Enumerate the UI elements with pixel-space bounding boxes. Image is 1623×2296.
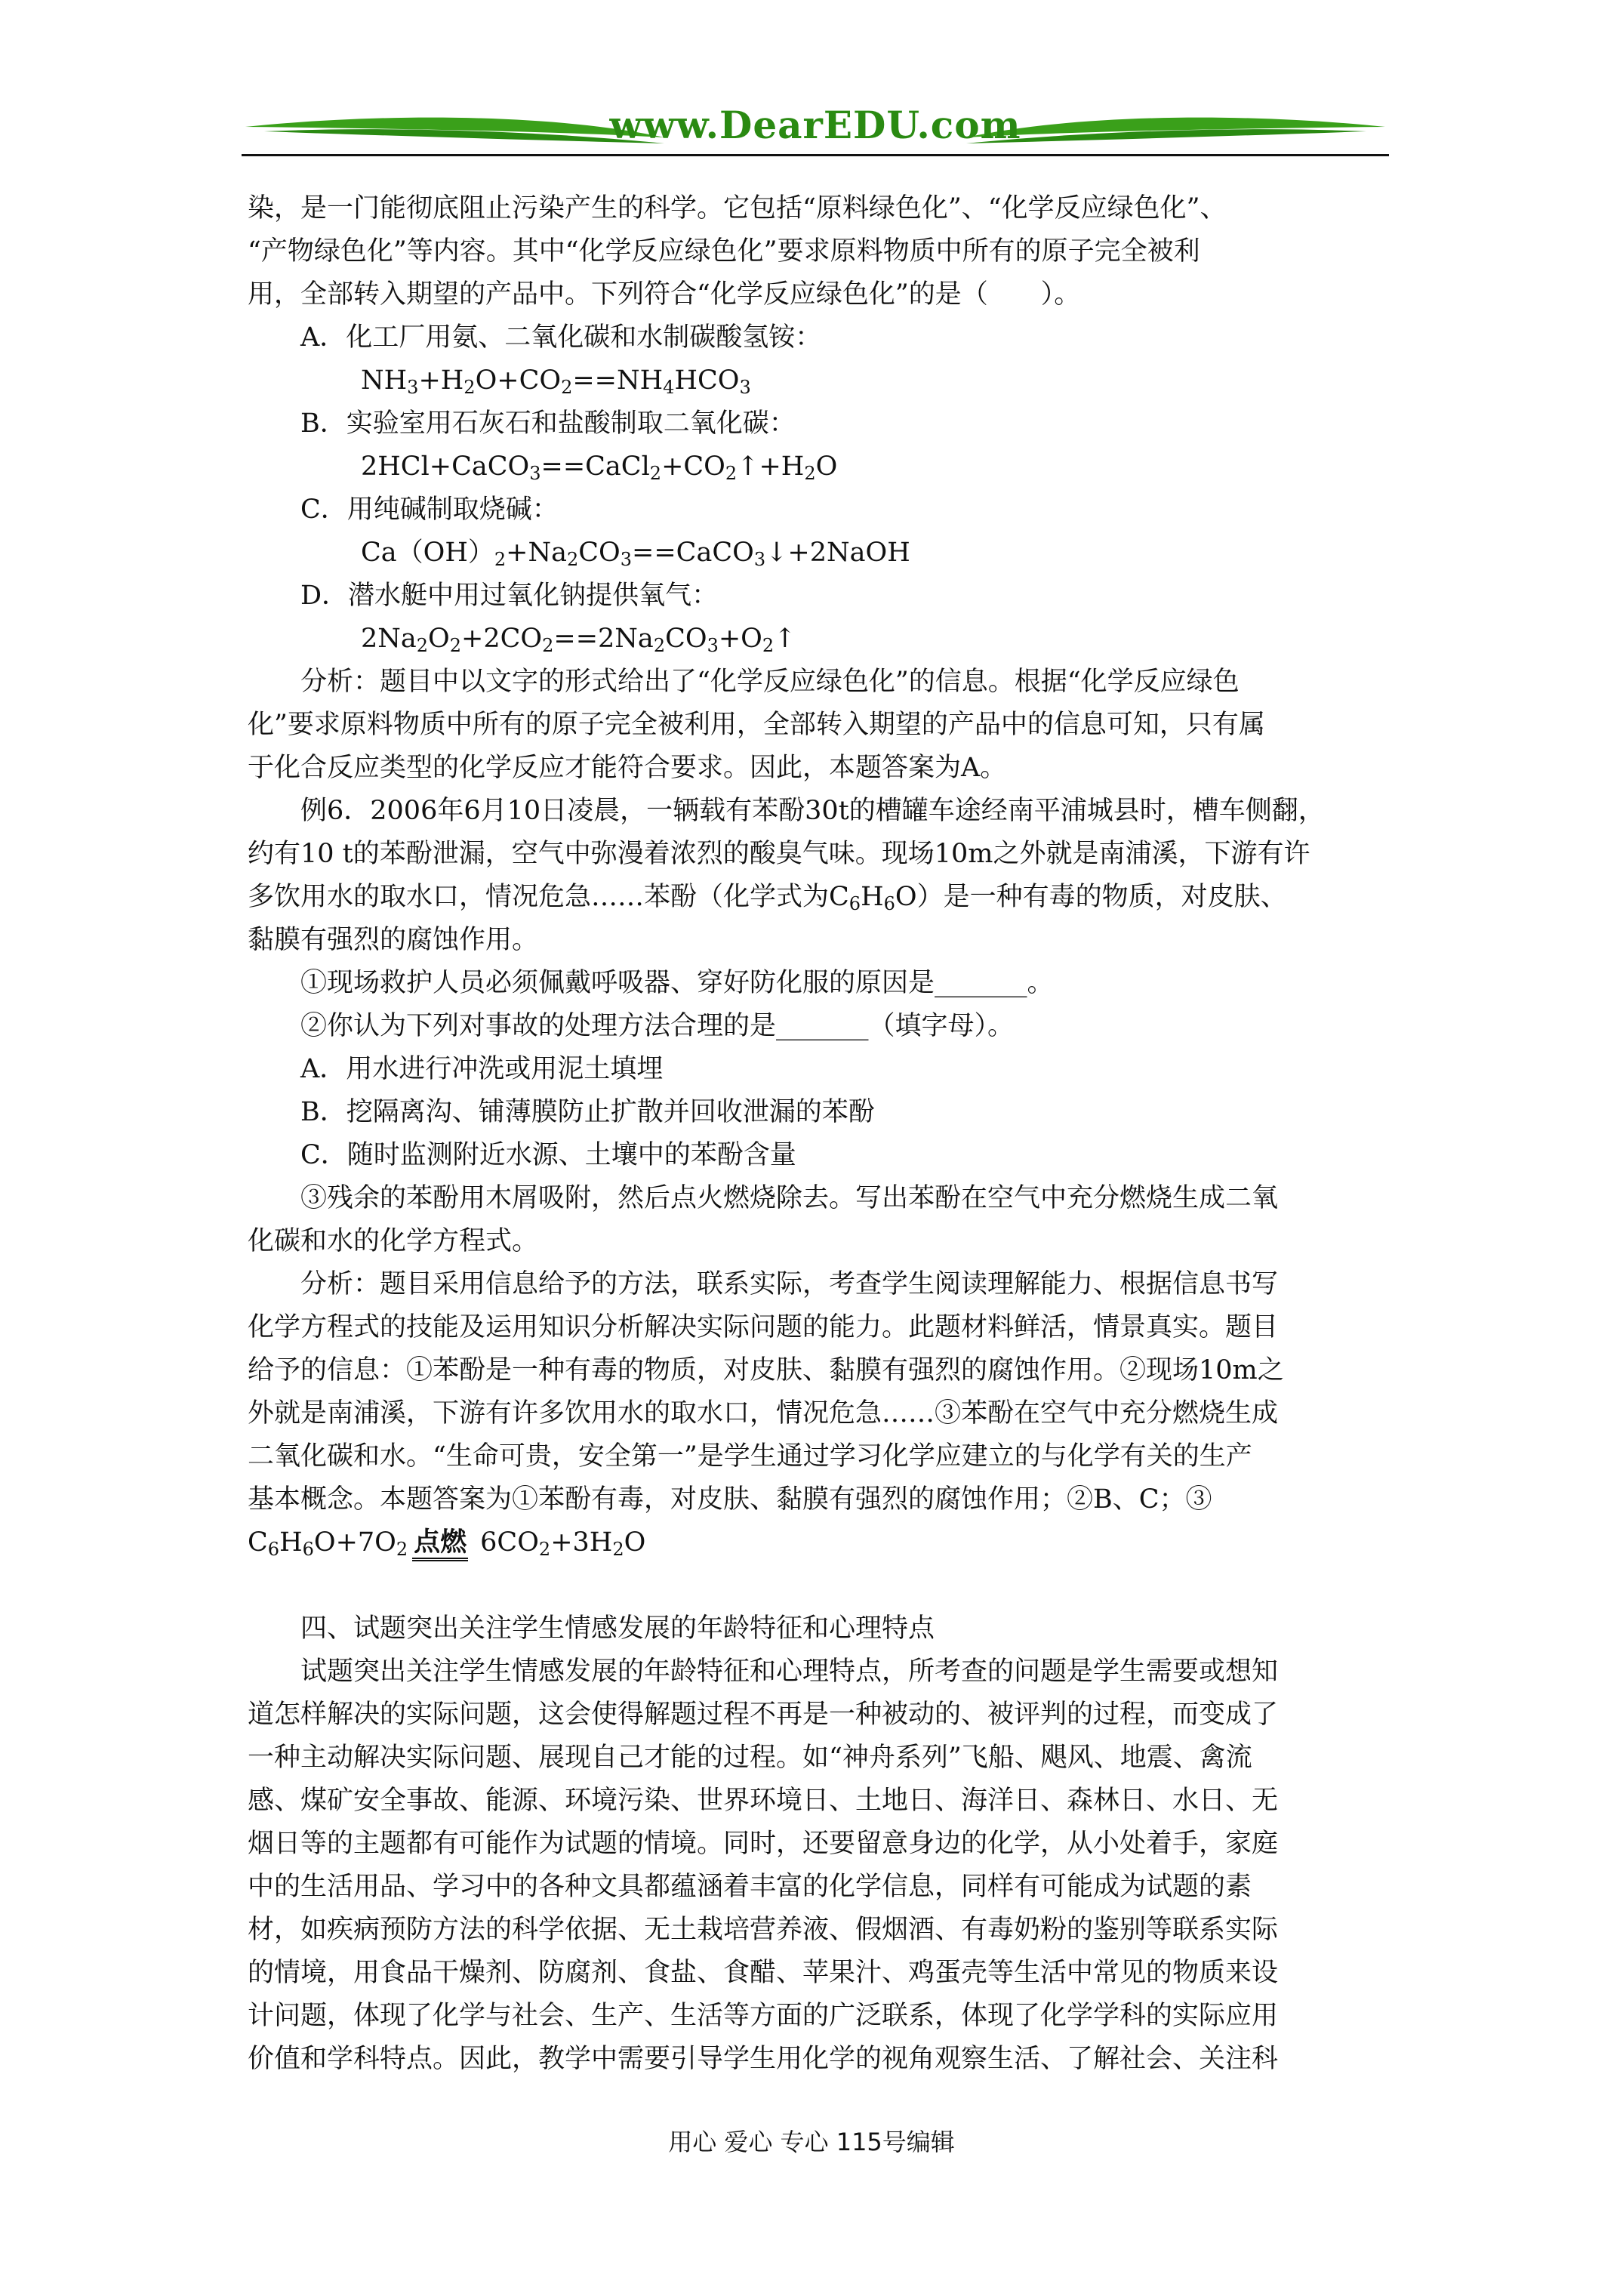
text-run: ↓+2NaOH (765, 538, 910, 568)
text-line (248, 833, 1380, 876)
text-run: “产物绿色化”等内容。其中“化学反应绿色化”要求原料物质中所有的原子完全被利 (248, 236, 1200, 267)
text-line (248, 1866, 1380, 1909)
subscript: 6 (883, 893, 895, 914)
text-run: O (428, 624, 450, 654)
text-run: ==2Na (553, 624, 654, 654)
text-run: +3H (550, 1527, 613, 1558)
subscript: 2 (463, 377, 476, 398)
subscript: 2 (762, 635, 775, 656)
text-line (248, 1693, 1380, 1737)
text-line (248, 704, 1380, 747)
subscript: 4 (663, 377, 675, 398)
text-run: 道怎样解决的实际问题，这会使得解题过程不再是一种被动的、被评判的过程，而变成了 (248, 1700, 1279, 1730)
text-run: 多饮用水的取水口，情况危急……苯酚（化学式为C (248, 882, 849, 912)
subscript: 2 (494, 549, 507, 570)
text-run: 材，如疾病预防方法的科学依据、无土栽培营养液、假烟酒、有毒奶粉的鉴别等联系实际 (248, 1915, 1279, 1945)
text-line (248, 445, 1380, 488)
text-line (248, 661, 1380, 704)
subscript: 6 (848, 893, 861, 914)
subscript: 3 (407, 377, 419, 398)
text-line (248, 1521, 1380, 1564)
text-line (248, 790, 1380, 833)
text-run: 2Na (361, 624, 417, 654)
text-line (248, 1995, 1380, 2038)
text-run: 一种主动解决实际问题、展现自己才能的过程。如“神舟系列”飞船、飓风、地震、禽流 (248, 1743, 1252, 1773)
subscript: 6 (267, 1539, 280, 1560)
text-line (248, 2038, 1380, 2081)
text-run: 化”要求原料物质中所有的原子完全被利用，全部转入期望的产品中的信息可知，只有属 (248, 710, 1265, 740)
subscript: 2 (449, 635, 462, 656)
text-run: +H (418, 365, 464, 396)
text-line (248, 618, 1380, 661)
text-line (248, 1220, 1380, 1263)
text-line (248, 230, 1380, 273)
text-run: ↑+H (737, 451, 805, 482)
text-run: H (279, 1527, 303, 1558)
subscript: 6 (302, 1539, 314, 1560)
text-run: 用，全部转入期望的产品中。下列符合“化学反应绿色化”的是（ ）。 (248, 279, 1081, 310)
text-run: 2HCl+CaCO (361, 451, 530, 482)
text-run: B．实验室用石灰石和盐酸制取二氧化碳： (300, 408, 796, 439)
text-line (248, 316, 1380, 359)
text-run: 二氧化碳和水。“生命可贵，安全第一”是学生通过学习化学应建立的与化学有关的生产 (248, 1441, 1252, 1472)
text-line (248, 1952, 1380, 1995)
text-line (248, 1435, 1380, 1478)
text-run: 中的生活用品、学习中的各种文具都蕴涵着丰富的化学信息，同样有可能成为试题的素 (248, 1872, 1252, 1902)
text-run: O+7O (313, 1527, 396, 1558)
text-run: 染，是一门能彻底阻止污染产生的科学。它包括“原料绿色化”、“化学反应绿色化”、 (248, 193, 1227, 223)
subscript: 3 (739, 377, 751, 398)
subscript: 2 (561, 377, 573, 398)
text-run: ↑ (774, 624, 796, 654)
text-line (248, 1048, 1380, 1091)
text-run: A．用水进行冲洗或用泥土填埋 (300, 1054, 664, 1084)
text-line (248, 1177, 1380, 1220)
text-run: C．随时监测附近水源、土壤中的苯酚含量 (300, 1140, 796, 1170)
subscript: 3 (753, 549, 766, 570)
subscript: 2 (649, 463, 662, 484)
document-body (248, 187, 1380, 2081)
text-run: Ca（OH） (361, 538, 494, 568)
text-run: 试题突出关注学生情感发展的年龄特征和心理特点，所考查的问题是学生需要或想知 (300, 1657, 1279, 1687)
text-line (248, 876, 1380, 919)
subscript: 2 (542, 635, 554, 656)
text-run: D．潜水艇中用过氧化钠提供氧气： (300, 581, 719, 611)
text-run: ==CaCl (540, 451, 650, 482)
text-run: 分析：题目中以文字的形式给出了“化学反应绿色化”的信息。根据“化学反应绿色 (300, 667, 1240, 697)
text-run: O (815, 451, 838, 482)
text-run: +O (718, 624, 762, 654)
text-line (248, 1005, 1380, 1048)
subscript: 3 (529, 463, 541, 484)
header-rule (242, 154, 1389, 156)
text-run: +Na (506, 538, 567, 568)
subscript: 2 (612, 1539, 624, 1560)
text-line (248, 919, 1380, 962)
text-run: ==CaCO (632, 538, 754, 568)
page-header (242, 98, 1389, 166)
page-footer: 用心 爱心 专心 115号编辑 (668, 2128, 955, 2156)
text-run: 给予的信息：①苯酚是一种有毒的物质，对皮肤、黏膜有强烈的腐蚀作用。②现场10m之 (248, 1355, 1284, 1385)
text-line (248, 1392, 1380, 1435)
text-run: HCO (674, 365, 740, 396)
text-run: 分析：题目采用信息给予的方法，联系实际，考查学生阅读理解能力、根据信息书写 (300, 1269, 1279, 1299)
text-line (248, 1349, 1380, 1392)
text-run: O (624, 1527, 646, 1558)
text-run: ③残余的苯酚用木屑吸附，然后点火燃烧除去。写出苯酚在空气中充分燃烧生成二氧 (300, 1183, 1279, 1213)
text-run: 化碳和水的化学方程式。 (248, 1226, 539, 1256)
text-run: 例6．2006年6月10日凌晨，一辆载有苯酚30t的槽罐车途经南平浦城县时，槽车侧翻， (300, 796, 1325, 826)
site-logo-text: www.DearEDU.com (609, 103, 1021, 147)
subscript: 3 (620, 549, 633, 570)
text-line (248, 1263, 1380, 1306)
text-line (248, 575, 1380, 618)
text-run: 外就是南浦溪，下游有许多饮用水的取水口，情况危急……③苯酚在空气中充分燃烧生成 (248, 1398, 1279, 1428)
text-run: 烟日等的主题都有可能作为试题的情境。同时，还要留意身边的化学，从小处着手，家庭 (248, 1829, 1279, 1859)
text-line (248, 1823, 1380, 1866)
text-line (248, 1737, 1380, 1780)
text-run: 6CO (480, 1527, 539, 1558)
subscript: 2 (538, 1539, 551, 1560)
text-run: H (861, 882, 884, 912)
text-run: 计问题，体现了化学与社会、生产、生活等方面的广泛联系，体现了化学学科的实际应用 (248, 2001, 1279, 2031)
text-run: +2CO (461, 624, 543, 654)
text-line (248, 532, 1380, 575)
text-run: B．挖隔离沟、铺薄膜防止扩散并回收泄漏的苯酚 (300, 1097, 875, 1127)
text-run: ①现场救护人员必须佩戴呼吸器、穿好防化服的原因是_______。 (300, 968, 1054, 998)
text-line (248, 1607, 1380, 1650)
text-run: ②你认为下列对事故的处理方法合理的是_______（填字母）。 (300, 1011, 1015, 1041)
subscript: 2 (416, 635, 429, 656)
text-line (248, 273, 1380, 316)
text-run: 四、试题突出关注学生情感发展的年龄特征和心理特点 (300, 1613, 935, 1644)
text-line (248, 1134, 1380, 1177)
text-run: O）是一种有毒的物质，对皮肤、 (895, 882, 1287, 912)
subscript: 2 (396, 1539, 408, 1560)
text-run: A．化工厂用氨、二氧化碳和水制碳酸氢铵： (300, 322, 822, 353)
text-line (248, 359, 1380, 402)
reaction-condition: 点燃 (412, 1527, 468, 1561)
subscript: 2 (653, 635, 666, 656)
text-line (248, 187, 1380, 230)
text-run: 感、煤矿安全事故、能源、环境污染、世界环境日、土地日、海洋日、森林日、水日、无 (248, 1786, 1279, 1816)
text-run: C (248, 1527, 268, 1558)
text-run: 基本概念。本题答案为①苯酚有毒，对皮肤、黏膜有强烈的腐蚀作用；②B、C；③ (248, 1484, 1212, 1515)
text-line (248, 1306, 1380, 1349)
text-run: CO (578, 538, 621, 568)
text-run: ==NH (572, 365, 664, 396)
text-line (248, 402, 1380, 445)
text-line (248, 1909, 1380, 1952)
text-run: 于化合反应类型的化学反应才能符合要求。因此，本题答案为A。 (248, 753, 1007, 783)
text-run: O+CO (475, 365, 562, 396)
text-run: CO (665, 624, 707, 654)
text-run: 约有10 t的苯酚泄漏，空气中弥漫着浓烈的酸臭气味。现场10m之外就是南浦溪，下游有许 (248, 839, 1310, 869)
subscript: 2 (804, 463, 816, 484)
text-run: 化学方程式的技能及运用知识分析解决实际问题的能力。此题材料鲜活，情景真实。题目 (248, 1312, 1279, 1342)
text-line (248, 1091, 1380, 1134)
subscript: 3 (707, 635, 719, 656)
text-line (248, 1478, 1380, 1521)
text-line (248, 1650, 1380, 1693)
text-run: 黏膜有强烈的腐蚀作用。 (248, 925, 539, 955)
text-line (248, 1780, 1380, 1823)
text-line (248, 488, 1380, 532)
text-line (248, 747, 1380, 790)
text-line (248, 962, 1380, 1005)
text-run: 价值和学科特点。因此，教学中需要引导学生用化学的视角观察生活、了解社会、关注科 (248, 2044, 1279, 2074)
subscript: 2 (566, 549, 579, 570)
subscript: 2 (725, 463, 738, 484)
text-run: NH (361, 365, 408, 396)
text-run: +CO (661, 451, 725, 482)
text-run: C．用纯碱制取烧碱： (300, 495, 559, 525)
text-run: 的情境，用食品干燥剂、防腐剂、食盐、食醋、苹果汁、鸡蛋壳等生活中常见的物质来设 (248, 1958, 1279, 1988)
